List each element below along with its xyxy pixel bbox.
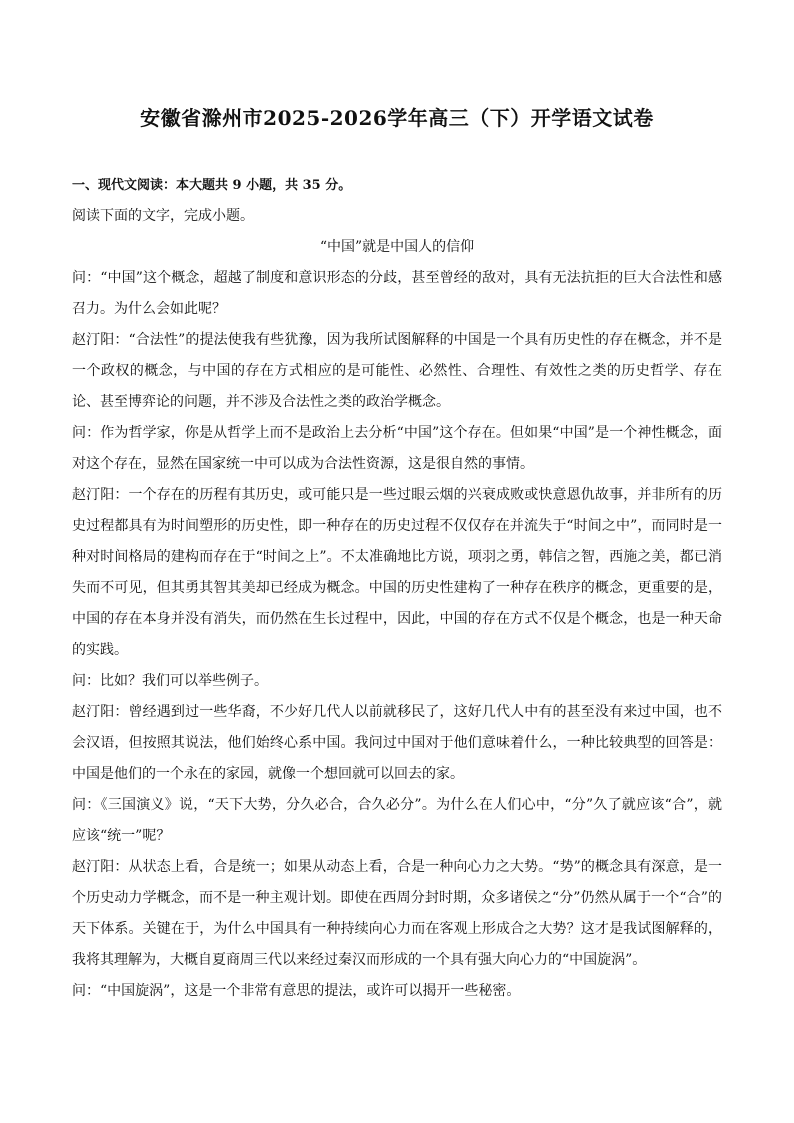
paragraph-answer-3: 赵汀阳：曾经遇到过一些华裔，不少好几代人以前就移民了，这好几代人中有的甚至没有来过中国，也不会汉语，但按照其说法，他们始终心系中国。我问过中国对于他们意味着什么，一种比较典型的回答是：中国是他们的一个永在的家园，就像一个想回就可以回去的家。 — [72, 704, 722, 782]
section-header: 一、现代文阅读：本大题共 9 小题，共 35 分。 — [72, 178, 352, 193]
reading-section — [72, 170, 722, 1007]
article-title: “中国”就是中国人的信仰 — [319, 239, 475, 255]
paragraph-question-4: 问：《三国演义》说，“天下大势，分久必合，合久必分”。为什么在人们心中，“分”久了就应该“合”，就应该“统一”呢？ — [72, 797, 722, 844]
paragraph-question-5: 问：“中国旋涡”，这是一个非常有意思的提法，或许可以揭开一些秘密。 — [72, 983, 521, 999]
paragraph-question-2: 问：作为哲学家，你是从哲学上而不是政治上去分析“中国”这个存在。但如果“中国”是一个神性概念，面对这个存在，显然在国家统一中可以成为合法性资源，这是很自然的事情。 — [72, 425, 722, 472]
paragraph-answer-1: 赵汀阳：“合法性”的提法使我有些犹豫，因为我所试图解释的中国是一个具有历史性的存在概念，并不是一个政权的概念，与中国的存在方式相应的是可能性、必然性、合理性、有效性之类的历史哲学、存在论、甚至博弈论的问题，并不涉及合法性之类的政治学概念。 — [72, 332, 722, 410]
paragraph-question-1: 问：“中国”这个概念，超越了制度和意识形态的分歧，甚至曾经的敌对，具有无法抗拒的巨大合法性和感召力。为什么会如此呢？ — [72, 270, 722, 317]
paragraph-question-3: 问：比如？我们可以举些例子。 — [72, 673, 268, 689]
paragraph-answer-4: 赵汀阳：从状态上看，合是统一；如果从动态上看，合是一种向心力之大势。“势”的概念具有深意，是一个历史动力学概念，而不是一种主观计划。即使在西周分封时期，众多诸侯之“分”仍然从属于一个“合”的天下体系。关键在于，为什么中国具有一种持续向心力而在客观上形成合之大势？这才是我试图解释的，我将其理解为，大概自夏商周三代以来经过秦汉而形成的一个具有强大向心力的“中国旋涡”。 — [72, 859, 722, 968]
paragraph-answer-2: 赵汀阳：一个存在的历程有其历史，或可能只是一些过眼云烟的兴衰成败或快意恩仇故事，并非所有的历史过程都具有为时间塑形的历史性，即一种存在的历史过程不仅仅存在并流失于“时间之中”，而同时是一种对时间格局的建构而存在于“时间之上”。不太准确地比方说，项羽之勇，韩信之智，西施之美，都已消失而不可见，但其勇其智其美却已经成为概念。中国的历史性建构了一种存在秩序的概念，更重要的是，中国的存在本身并没有消失，而仍然在生长过程中，因此，中国的存在方式不仅是个概念，也是一种天命的实践。 — [72, 487, 722, 658]
reading-instruction: 阅读下面的文字，完成小题。 — [72, 208, 254, 224]
exam-title: 安徽省滁州市2025-2026学年高三（下）开学语文试卷 — [140, 106, 654, 130]
interview-body — [72, 263, 722, 1007]
